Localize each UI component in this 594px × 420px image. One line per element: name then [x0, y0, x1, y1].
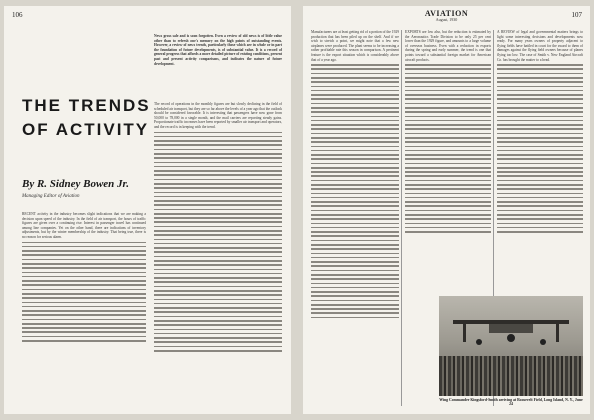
author-role: Managing Editor of Aviation — [22, 194, 80, 199]
body-column-1 — [22, 212, 146, 408]
running-head: AVIATION — [424, 9, 469, 18]
crowd-image — [439, 356, 583, 396]
column-text: A REVIEW of legal and governmental matters brings to light some interesting decisions and developments now ready. For many years owners of property adjacent to flying fields have battled in court for the award to them of damages against the flying field owners because of planes flying too low. The case of Smith v. New England Aircraft Co. has brought the matter to a head. — [497, 30, 583, 62]
body-column-3 — [497, 30, 583, 292]
body-column-1 — [311, 30, 399, 406]
column-text: RECENT activity in the industry becomes slight indications that we are making a decision upon speed of the industry. In the field of air transport, the hours of traffic figures are given over a continuing rise. Interest in passenger travel has continued among line companies. Yet on the other hand, there are indications of inventory adjustments, but by the winter membership of the industry. That being true, there is no reason for serious alarm. — [22, 212, 146, 239]
author-byline: By R. Sidney Bowen Jr. — [22, 178, 129, 190]
article-title: THE TRENDS OF ACTIVITY — [22, 96, 151, 139]
intro-paragraph: News gross sale and is soon forgotten. Even a review of old news is of little value other than to refresh one's memory on the high points of outstanding events. However, a review of news trends, particularly those which are in whole or in part the foundation of future developments, is of substantial value. It is a record of general progress that affords a more detailed picture of existing conditions, present past and present activity comparisons, and indicates the nature of future development. — [154, 34, 282, 66]
body-column-2 — [154, 102, 282, 408]
column-text: The record of operations in the monthly figures are but slowly declining in the field of scheduled air transport, but they are so far above the levels of a year ago that the outlook should be considered favorable. It is interesting that passengers have now gone from 50,000 to 78,000 in a single month, and the mail carriers are reporting steady gains. Proportionate traffic increases have been reported by smaller air transport and operators, and the record is in keeping with the trend. — [154, 102, 282, 129]
page-number: 106 — [12, 11, 23, 19]
airplane-photo — [439, 296, 583, 396]
running-date: August, 1930 — [435, 17, 458, 22]
photo-caption: Wing Commander Kingsford-Smith arriving at Roosevelt Field, Long Island, N. Y., June 24 — [439, 398, 583, 407]
right-page — [303, 6, 590, 414]
column-text: Manufacturers are at least getting rid of a portion of the 1929 production that has been piled up on the shelf. And if we wish to stretch a point, we might note that a few new airplanes were produced. The plant seems to be increasing a rather profitable rate this season in comparison. A pertinent feature is the export situation which is considerably above that of a year ago. — [311, 30, 399, 62]
page-number: 107 — [571, 11, 582, 19]
column-text: EXPORTS are low also, but the reduction is estimated by the Aeronautics Trade Division to be only 25 per cent lower than the 1929 figure, and amounts to a large volume of overseas business. Even with a reduction in exports during the spring and early summer, the trend is one that points toward a substantial foreign market for American aircraft products. — [405, 30, 491, 62]
airplane-icon — [449, 314, 573, 348]
left-page — [4, 6, 291, 414]
body-column-2 — [405, 30, 491, 292]
